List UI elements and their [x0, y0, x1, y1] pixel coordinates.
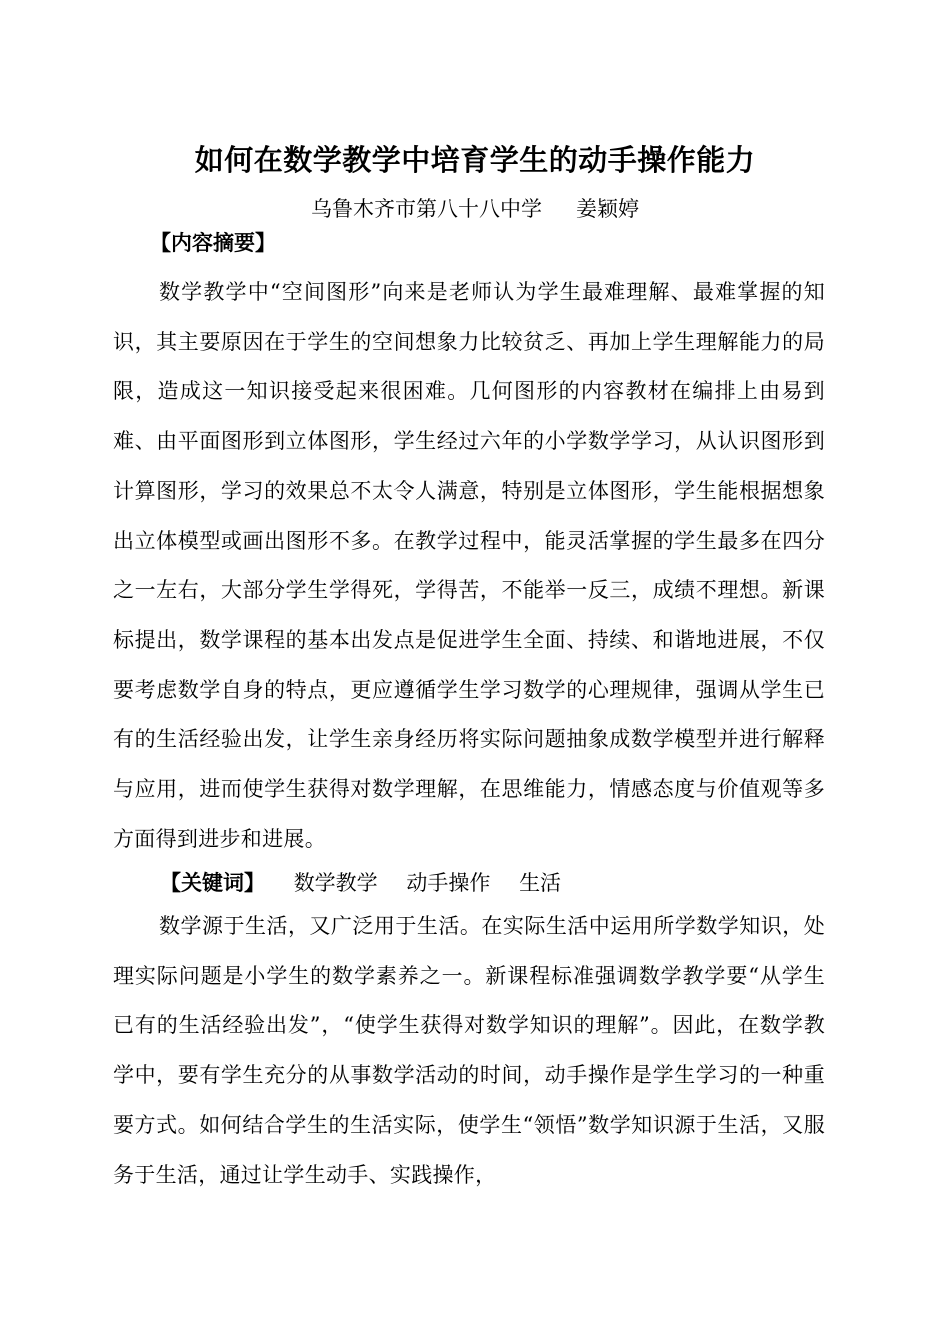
author-line [0, 194, 950, 224]
author-name: 姜颖婷 [576, 197, 639, 221]
keywords-label: 【关键词】 [160, 870, 265, 895]
keyword-item: 动手操作 [406, 871, 491, 895]
keyword-item: 生活 [519, 871, 562, 895]
keyword-item: 数学教学 [293, 871, 378, 895]
keywords-line [160, 868, 561, 898]
school-name: 乌鲁木齐市第八十八中学 [311, 197, 542, 221]
abstract-paragraph: 数学教学中“空间图形”向来是老师认为学生最难理解、最难掌握的知识，其主要原因在于学生的空间想象力比较贫乏、再加上学生理解能力的局限，造成这一知识接受起来很困难。几何图形的内容教材在编排上由易到难、由平面图形到立体图形，学生经过六年的小学数学学习，从认识图形到计算图形，学习的效果总不太令人满意，特别是立体图形，学生能根据想象出立体模型或画出图形不多。在教学过程中，能灵活掌握的学生最多在四分之一左右，大部分学生学得死，学得苦，不能举一反三，成绩不理想。新课标提出，数学课程的基本出发点是促进学生全面、持续、和谐地进展，不仅要考虑数学自身的特点，更应遵循学生学习数学的心理规律，强调从学生已有的生活经验出发，让学生亲身经历将实际问题抽象成数学模型并进行解释与应用，进而使学生获得对数学理解，在思维能力，情感态度与价值观等多方面得到进步和进展。 [113, 280, 825, 851]
abstract-heading: 【内容摘要】 [150, 230, 276, 255]
body-paragraph: 数学源于生活，又广泛用于生活。在实际生活中运用所学数学知识，处理实际问题是小学生的数学素养之一。新课程标准强调数学教学要“从学生已有的生活经验出发”，“使学生获得对数学知识的理解”。因此，在数学教学中，要有学生充分的从事数学活动的时间，动手操作是学生学习的一种重要方式。如何结合学生的生活实际，使学生“领悟”数学知识源于生活，又服务于生活，通过让学生动手、实践操作， [113, 914, 825, 1187]
document-title: 如何在数学教学中培育学生的动手操作能力 [194, 143, 756, 177]
